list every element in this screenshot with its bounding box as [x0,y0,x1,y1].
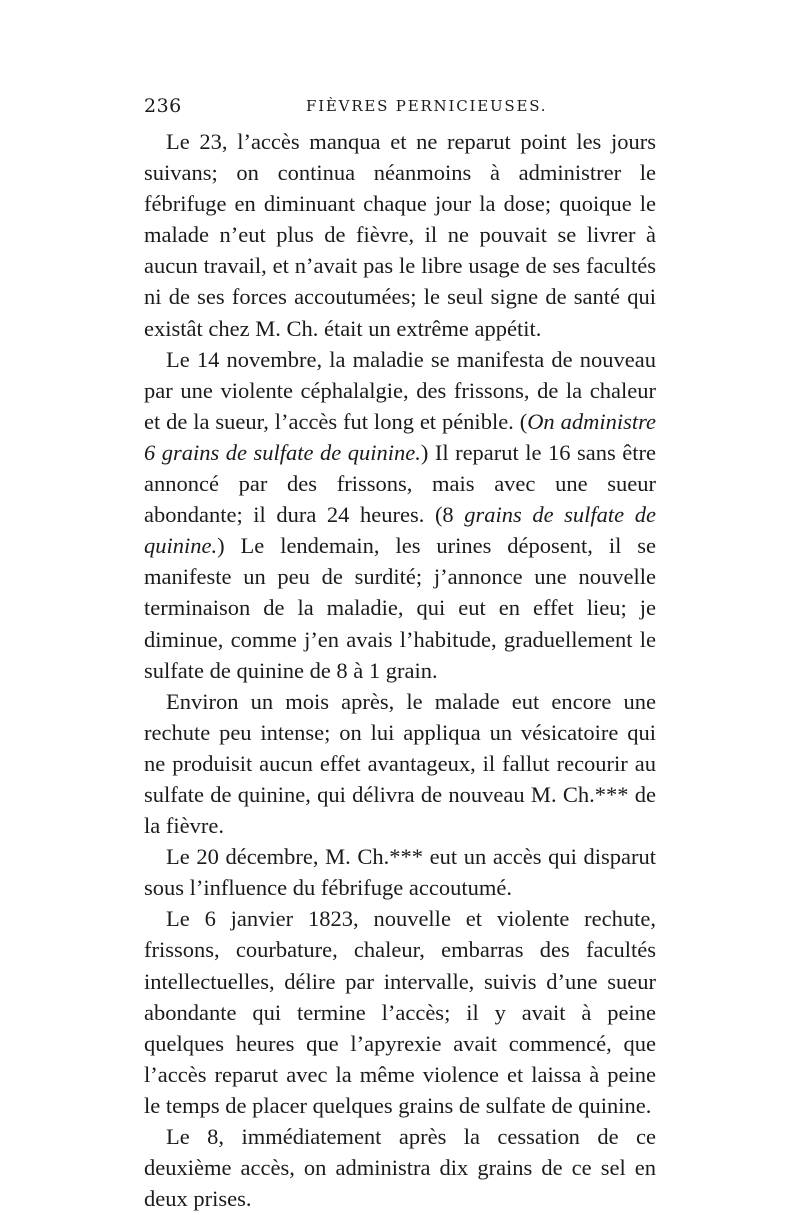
paragraph-20-december: Le 20 décembre, M. Ch.*** eut un accès qui disparut sous l’influence du fébrifuge accoutumé. [144,844,656,901]
treatment-note: grains de sulfate de quinine. [144,502,656,559]
page-number: 236 [144,95,182,117]
paragraph-14-november [144,344,656,686]
paragraph-8-dose: Le 8, immédiatement après la cessation de ce deuxième accès, on administra dix grains de ce sel en deux prises. [144,1124,656,1212]
body-text [144,126,656,1214]
treatment-note: On administre 6 grains de sulfate de quinine. [144,408,656,465]
running-title: FIÈVRES PERNICIEUSES. [306,97,548,115]
paragraph-text-segment: ) Il reparut le 16 sans être annoncé par des frissons, mais avec une sueur abondante; il dura 24 heures. (8 [144,439,656,528]
paragraph-one-month-later: Environ un mois après, le malade eut encore une rechute peu intense; on lui appliqua un vésicatoire qui ne produisit aucun effet avantageux, il fallut recourir au sulfate de quinine, qui délivra de nouveau M. Ch.*** de la fièvre. [144,688,656,839]
running-head [144,95,660,119]
paragraph-23-access: Le 23, l’accès manqua et ne reparut point les jours suivans; on continua néanmoins à administrer le fébrifuge en diminuant chaque jour la dose; quoique le malade n’eut plus de fièvre, il ne pouvait se livrer à aucun travail, et n’avait pas le libre usage de ses facultés ni de ses forces accoutumées; le seul signe de santé qui existât chez M. Ch. était un extrême appétit. [144,129,656,341]
paragraph-6-january: Le 6 janvier 1823, nouvelle et violente rechute, frissons, courbature, chaleur, embarras des facultés intellectuelles, délire par intervalle, suivis d’une sueur abondante qui termine l’accès; il y avait à peine quelques heures que l’apyrexie avait commencé, que l’accès reparut avec la même violence et laissa à peine le temps de placer quelques grains de sulfate de quinine. [144,906,656,1118]
paragraph-text-segment: Le 14 novembre, la maladie se manifesta de nouveau par une violente céphalalgie, des frissons, de la chaleur et de la sueur, l’accès fut long et pénible. ( [144,346,656,434]
paragraph-text-segment: ) Le lendemain, les urines déposent, il se manifeste un peu de surdité; j’annonce une nouvelle terminaison de la maladie, qui eut en effet lieu; je diminue, comme j’en avais l’habitude, graduellement le sulfate de quinine de 8 à 1 grain. [144,533,656,683]
